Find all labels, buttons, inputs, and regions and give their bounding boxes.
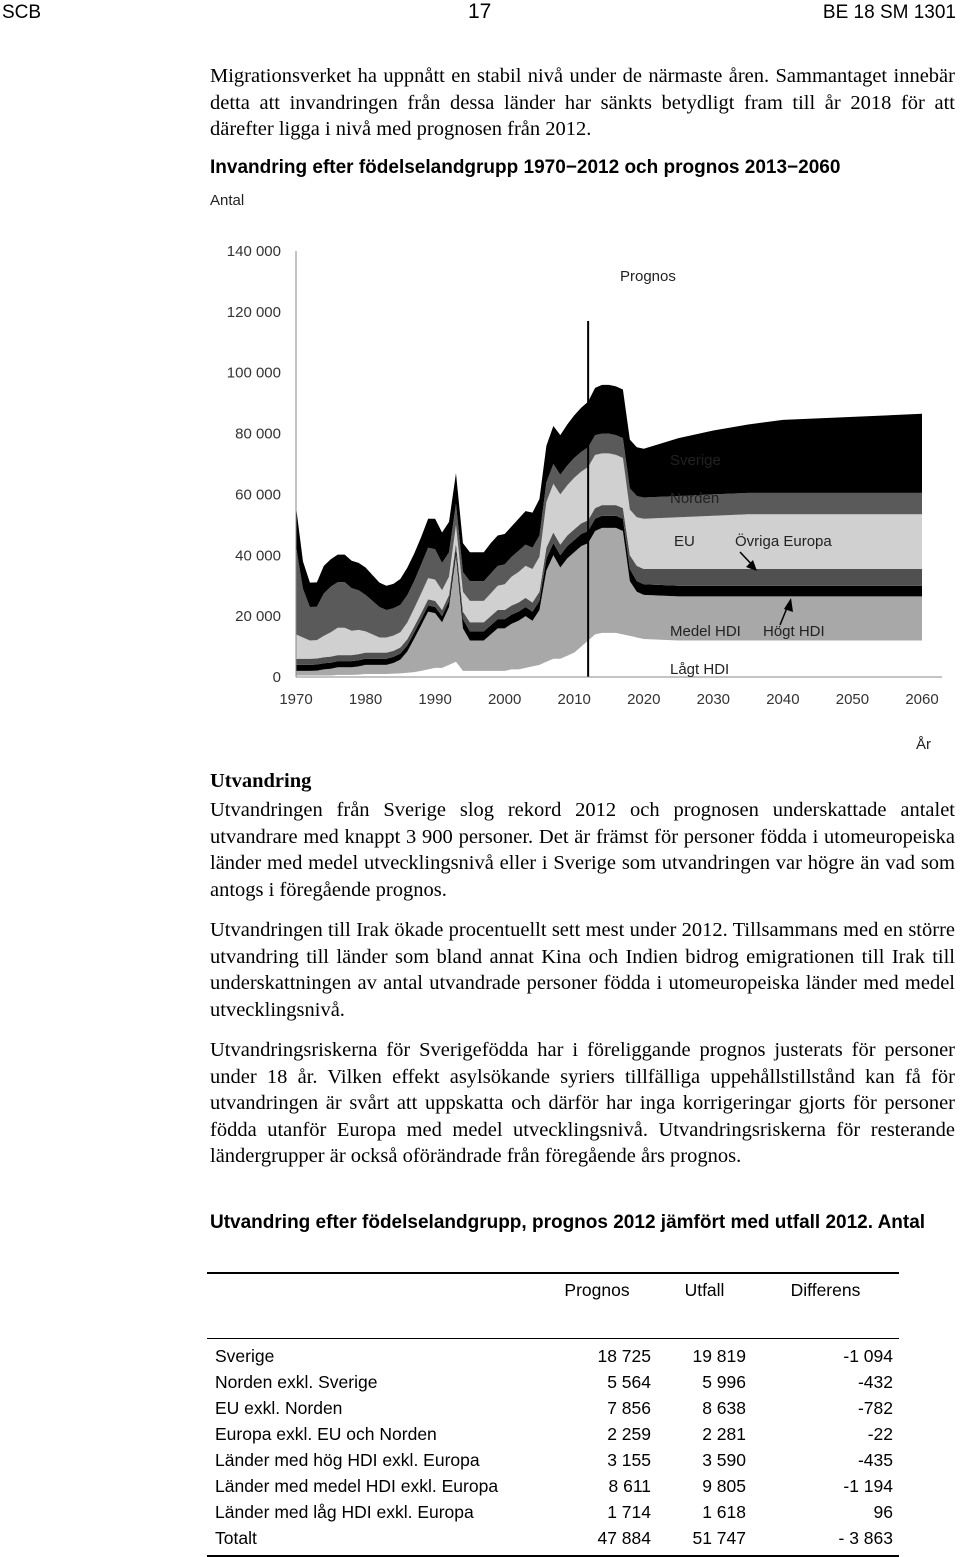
chart-title: Invandring efter födelselandgrupp 1970−2012 och prognos 2013−2060 [210, 157, 841, 178]
section-paragraph-1: Utvandringen från Sverige slog rekord 2012 och prognosen underskattade antalet utvandrare med knappt 3 900 personer. Det är främst för personer födda i utomeuropeiska länder med medel utvecklingsnivå eller i Sverige som utvandringen var högre än vad som antogs i föregående prognos. [210, 799, 955, 901]
cell-prognos: 5 564 [607, 1371, 651, 1392]
section-paragraph-3: Utvandringsriskerna för Sverigefödda har i föreliggande prognos justerats för personer under 18 år. Vilken effekt asylsökande syriers tillfälliga uppehållstillstånd kan få för utvandringen är svårt att uppskatta och därför har inga korrigeringar gjorts för personer födda utanför Europa med medel utvecklingsnivå. Utvandringsriskerna för resterande ländergrupper är också oförändrade från föregående års prognos. [210, 1039, 955, 1167]
col-header-utfall: Utfall [684, 1280, 725, 1300]
cell-prognos: 47 884 [597, 1527, 651, 1548]
label-norden: Norden [670, 490, 720, 507]
table-row [207, 1525, 899, 1551]
x-tick-label: 2060 [905, 691, 939, 708]
table-row [207, 1395, 899, 1421]
x-tick-label: 1970 [279, 691, 313, 708]
table-row [207, 1473, 899, 1499]
y-tick-label: 60 000 [235, 486, 281, 504]
cell-utfall: 5 996 [702, 1371, 746, 1392]
label-hogt-hdi: Högt HDI [763, 623, 825, 640]
chart-ylabel: Antal [210, 192, 245, 209]
section-title: Utvandring [210, 770, 312, 792]
x-tick-label: 2030 [696, 691, 731, 708]
cell-prognos: 8 611 [608, 1475, 651, 1496]
cell-prognos: 2 259 [607, 1423, 651, 1444]
section-paragraph-2: Utvandringen till Irak ökade procentuellt sett mest under 2012. Tillsammans med en större utvandring till länder som bland annat Kina och Indien bidrog emigrationen till Irak till underskattningen av antal utvandrade personer födda i utomeuropeiska länder med medel utvecklingsnivå. [210, 919, 955, 1021]
row-label: Länder med låg HDI exkl. Europa [215, 1501, 474, 1522]
cell-prognos: 3 155 [607, 1449, 651, 1470]
intro-paragraph: Migrationsverket ha uppnått en stabil nivå under de närmaste åren. Sammantaget innebär detta att invandringen från dessa länder har sänkts betydligt fram till år 2018 för att därefter ligga i nivå med prognosen från 2012. [210, 65, 955, 140]
cell-differens: -1 094 [843, 1345, 893, 1366]
cell-differens: -435 [857, 1449, 893, 1470]
y-tick-label: 40 000 [235, 547, 281, 565]
x-tick-label: 1980 [348, 691, 383, 708]
header-right: BE 18 SM 1301 [822, 2, 956, 23]
row-label: Länder med medel HDI exkl. Europa [215, 1475, 499, 1496]
cell-differens: -782 [857, 1397, 893, 1418]
table-row [207, 1421, 899, 1447]
table-row [207, 1447, 899, 1473]
row-label: Europa exkl. EU och Norden [215, 1423, 437, 1444]
cell-differens: -22 [867, 1423, 893, 1444]
page-number: 17 [468, 0, 492, 23]
table-row [207, 1499, 899, 1525]
x-tick-label: 2020 [627, 691, 661, 708]
cell-utfall: 2 281 [702, 1423, 746, 1444]
cell-differens: -432 [857, 1371, 893, 1392]
cell-utfall: 1 618 [702, 1501, 746, 1522]
cell-utfall: 9 805 [702, 1475, 746, 1496]
cell-prognos: 1 714 [607, 1501, 651, 1522]
x-tick-label: 2000 [487, 691, 522, 708]
emigration-table [207, 1272, 899, 1557]
cell-utfall: 51 747 [692, 1527, 746, 1548]
cell-utfall: 3 590 [702, 1449, 746, 1470]
col-header-prognos: Prognos [564, 1280, 630, 1300]
y-tick-label: 140 000 [226, 243, 281, 260]
label-ovriga-europa: Övriga Europa [735, 533, 832, 550]
immigration-chart [200, 230, 955, 760]
label-eu: EU [674, 533, 695, 550]
row-label: Norden exkl. Sverige [215, 1371, 378, 1392]
label-medel-hdi: Medel HDI [670, 623, 741, 640]
label-prognos: Prognos [620, 268, 676, 285]
col-header-differens: Differens [790, 1280, 861, 1300]
cell-differens: 96 [873, 1501, 893, 1522]
y-tick-label: 20 000 [235, 608, 281, 626]
row-label: Sverige [215, 1345, 275, 1366]
row-label: Länder med hög HDI exkl. Europa [215, 1449, 480, 1470]
chart-xlabel: År [916, 736, 931, 753]
row-label: Totalt [215, 1527, 257, 1548]
label-sverige: Sverige [670, 452, 721, 469]
cell-prognos: 7 856 [607, 1397, 651, 1418]
cell-utfall: 8 638 [702, 1397, 746, 1418]
x-tick-label: 1990 [418, 691, 452, 708]
y-tick-label: 100 000 [226, 364, 281, 382]
label-lagt-hdi: Lågt HDI [670, 661, 730, 678]
table-row [207, 1369, 899, 1395]
cell-prognos: 18 725 [597, 1345, 651, 1366]
y-tick-label: 120 000 [226, 303, 281, 321]
x-tick-label: 2010 [557, 691, 591, 708]
x-tick-label: 2040 [766, 691, 800, 708]
x-tick-label: 2050 [835, 691, 870, 708]
table-title: Utvandring efter födelselandgrupp, prognos 2012 jämfört med utfall 2012. Antal [210, 1212, 926, 1233]
cell-differens: - 3 863 [838, 1527, 893, 1548]
cell-utfall: 19 819 [692, 1345, 746, 1366]
cell-differens: -1 194 [843, 1475, 893, 1496]
col-header-label [207, 1273, 537, 1339]
y-tick-label: 0 [272, 669, 281, 686]
table-row [207, 1339, 899, 1370]
header-left: SCB [2, 2, 42, 23]
row-label: EU exkl. Norden [215, 1397, 343, 1418]
y-tick-label: 80 000 [235, 425, 281, 443]
